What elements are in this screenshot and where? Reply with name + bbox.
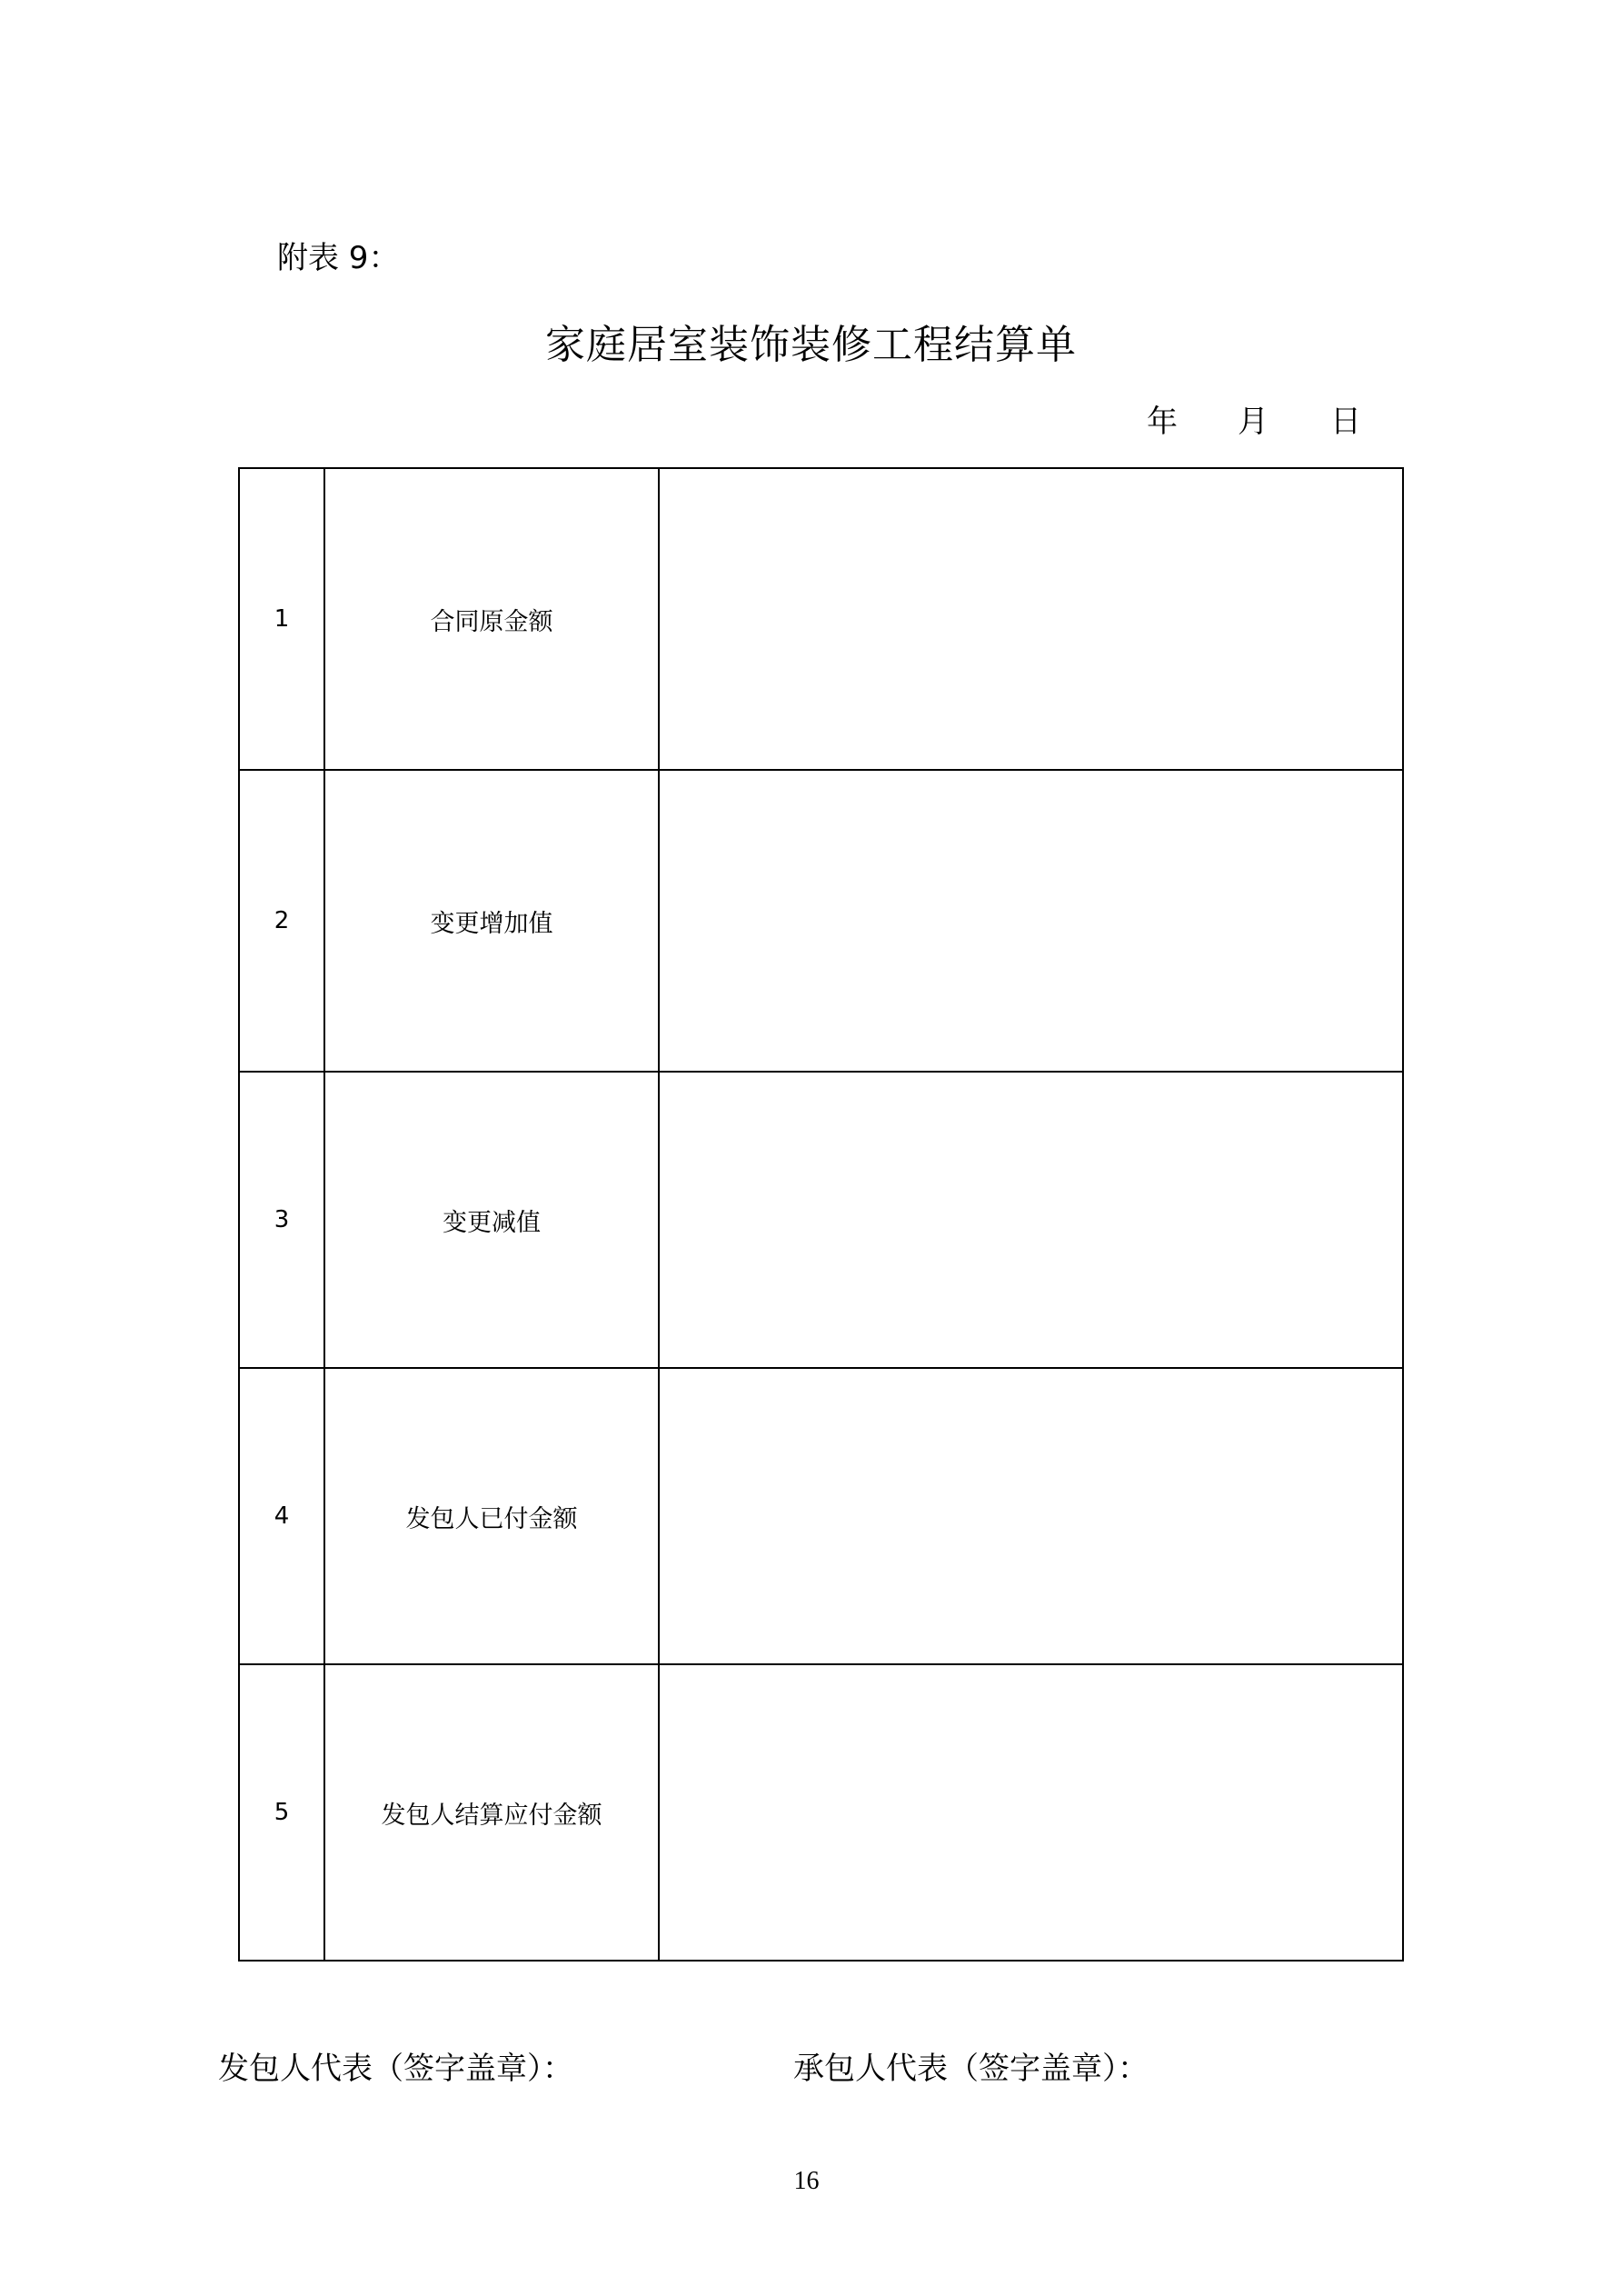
date-year-label: 年	[1147, 404, 1178, 440]
item-label: 合同原金额	[324, 468, 659, 770]
settlement-table	[238, 467, 1404, 1962]
table-row	[239, 1368, 1403, 1664]
amount-cell[interactable]	[659, 1368, 1403, 1664]
item-label: 变更增加值	[324, 770, 659, 1072]
date-line	[1136, 400, 1372, 444]
row-number: 3	[239, 1072, 324, 1368]
contractor-signature-label: 承包人代表（签字盖章）：	[793, 2051, 1149, 2087]
item-label: 变更减值	[324, 1072, 659, 1368]
employer-signature-label: 发包人代表（签字盖章）：	[218, 2051, 573, 2087]
document-title: 家庭居室装饰装修工程结算单	[545, 322, 1077, 368]
amount-cell[interactable]	[659, 1072, 1403, 1368]
amount-cell[interactable]	[659, 1664, 1403, 1961]
table-row	[239, 770, 1403, 1072]
row-number: 2	[239, 770, 324, 1072]
date-month-label: 月	[1238, 404, 1269, 440]
item-label: 发包人结算应付金额	[324, 1664, 659, 1961]
row-number: 1	[239, 468, 324, 770]
amount-cell[interactable]	[659, 468, 1403, 770]
table-row	[239, 1072, 1403, 1368]
row-number: 5	[239, 1664, 324, 1961]
row-number: 4	[239, 1368, 324, 1664]
page-number: 16	[793, 2167, 820, 2195]
amount-cell[interactable]	[659, 770, 1403, 1072]
item-label: 发包人已付金额	[324, 1368, 659, 1664]
table-row	[239, 468, 1403, 770]
appendix-label: 附表 9：	[277, 240, 400, 276]
date-day-label: 日	[1330, 404, 1361, 440]
table-row	[239, 1664, 1403, 1961]
